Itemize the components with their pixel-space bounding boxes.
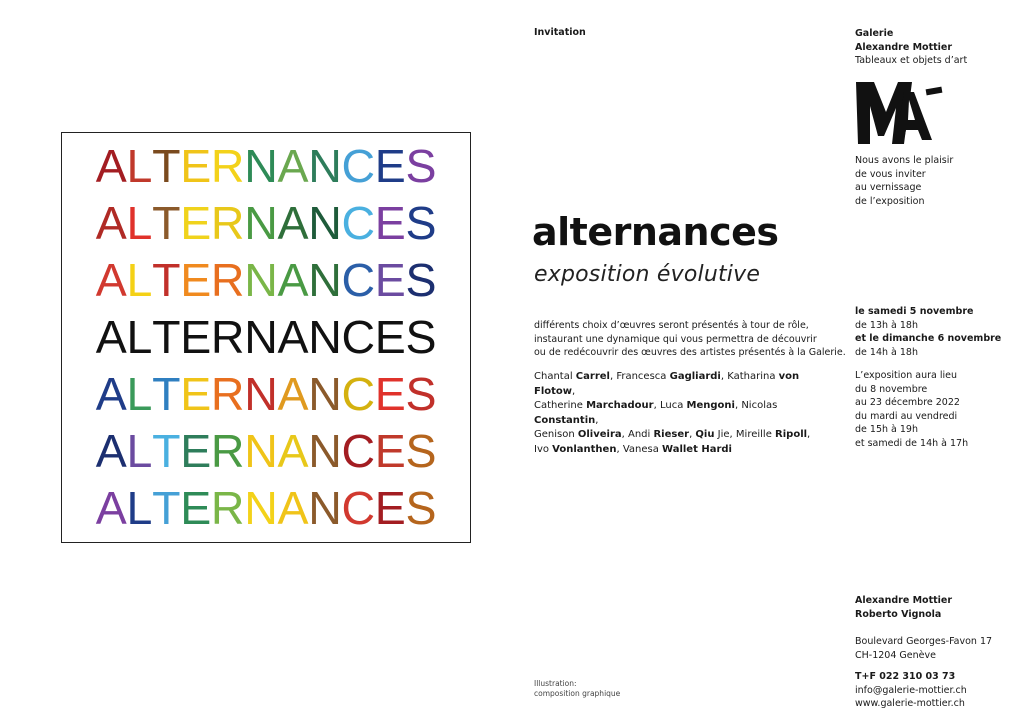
artwork-letter: E [374,482,406,534]
artwork-letter: E [374,311,406,363]
artist-last-name: Qiu [695,429,715,440]
artwork-letter: N [244,311,278,363]
intro-line: différents choix d’œuvres seront présentés à tour de rôle, [534,320,809,331]
artwork-letter: C [341,140,375,192]
artwork-letter: S [405,368,437,420]
artist-list [534,370,834,457]
artwork-letter: L [126,482,153,534]
artwork-word-row [62,426,470,476]
artist-first-name: Genison [534,429,578,440]
invite-line: Nous avons le plaisir [855,155,954,166]
artwork-letter: R [210,482,245,534]
artwork-letter: A [95,311,127,363]
separator: , [621,429,628,440]
artwork-letter: T [152,425,181,477]
artwork-letter: A [95,482,127,534]
separator: , [720,371,728,382]
artwork-letter: T [152,140,181,192]
artist-last-name: Rieser [653,429,690,440]
artwork-letter: S [405,254,437,306]
exhibition-subtitle: exposition évolutive [534,262,761,287]
artwork-letter: C [341,197,375,249]
address-line-1: Boulevard Georges-Favon 17 [855,636,993,647]
artwork-letter: S [405,311,437,363]
separator: , [616,443,623,455]
artwork-letter: A [277,197,309,249]
artwork-letter: E [374,140,406,192]
invitation-label: Invitation [534,27,586,38]
artist-last-name: Marchadour [586,400,654,411]
artwork-letter: R [210,254,245,306]
artwork-letter: R [210,140,245,192]
gallery-logo-icon [852,78,946,148]
gallery-line-1: Galerie [855,28,894,39]
artwork-letter: N [244,368,278,420]
artwork-letter: L [126,197,153,249]
artwork-letter: C [341,254,375,306]
artwork-letter: T [152,368,181,420]
contact-block [855,594,992,711]
artist-last-name: Constantin [534,414,596,426]
artwork-letter: A [277,368,309,420]
artwork-letter: N [244,140,278,192]
artwork-letter: A [277,311,309,363]
artwork-letter: N [308,254,342,306]
invite-line: de l’exposition [855,195,925,207]
artwork-letter: C [341,311,375,363]
artwork-letter: S [405,482,437,534]
artwork-letter: N [308,425,342,477]
artwork-letter: C [341,482,375,534]
artwork-letter: A [277,425,309,477]
gallery-line-2: Alexandre Mottier [855,41,953,53]
artwork-letter: A [95,197,127,249]
artwork-frame [61,132,471,543]
artist-line: Chantal Carrel, Francesca Gagliardi, Katharina von Flotow, [534,371,800,397]
email-link[interactable]: info@galerie-mottier.ch [855,684,967,696]
artwork-letter: N [308,482,342,534]
invite-text [855,154,953,208]
address-line-2: CH-1204 Genève [855,649,936,661]
vernissage-hours-2: de 14h à 18h [855,346,918,358]
artist-last-name: Mengoni [686,400,735,411]
artwork-letter: S [405,140,437,192]
artwork-letter: E [180,311,211,363]
artwork-letter: A [95,425,127,477]
separator: , [734,400,742,411]
artist-last-name: Ripoll [775,429,808,440]
exposition-line: de 15h à 19h [855,424,918,435]
artwork-word-row [62,255,470,305]
artwork-word-row [62,198,470,248]
contact-name-2: Roberto Vignola [855,608,942,620]
artist-line [534,443,834,458]
exposition-line: L’exposition aura lieu [855,370,957,381]
artwork-word-row [62,483,470,533]
artwork-letter: L [126,368,153,420]
exposition-line: du 8 novembre [855,383,928,395]
artwork-letter: E [180,254,211,306]
gallery-name [855,27,967,68]
artist-last-name: Vonlanthen [552,443,617,455]
artist-first-name: Chantal [534,371,576,382]
contact-name-1: Alexandre Mottier [855,595,953,606]
artist-last-name: Oliveira [577,429,622,440]
artwork-letter: S [405,425,437,477]
artist-line: Genison Oliveira, Andi Rieser, Qiu Jie, Mireille Ripoll, [534,429,811,440]
artwork-letter: T [152,254,181,306]
invite-line: de vous inviter [855,168,926,180]
gallery-tagline: Tableaux et objets d’art [855,55,968,66]
artist-first-name: Francesca [616,371,670,382]
artwork-letter: N [308,368,342,420]
artwork-letter: R [210,425,245,477]
artwork-letter: C [341,368,375,420]
intro-line: instaurant une dynamique qui vous permettra de découvrir [534,333,817,345]
artwork-letter: L [126,254,153,306]
artwork-letter: E [374,368,406,420]
intro-line: ou de redécouvrir des œuvres des artistes présentés à la Galerie. [534,347,846,358]
artwork-letter: N [244,425,278,477]
exposition-line: du mardi au vendredi [855,410,958,422]
artist-first-name: Nicolas [741,400,778,411]
artwork-letter: L [126,140,153,192]
artwork-word-row [62,312,470,362]
separator: , [653,400,660,411]
artwork-letter: N [244,254,278,306]
artwork-letter: E [180,425,211,477]
artist-first-name: Catherine [534,400,587,411]
vernissage-hours-1: de 13h à 18h [855,319,918,331]
separator: , [729,429,736,440]
exposition-line: et samedi de 14h à 17h [855,437,969,449]
artist-last-name: Gagliardi [669,371,721,382]
artwork-letter: A [277,254,309,306]
artwork-letter: E [180,368,211,420]
exposition-line: au 23 décembre 2022 [855,397,960,408]
artwork-letter: N [244,197,278,249]
exposition-dates [855,369,968,450]
illustration-caption [534,679,620,699]
artwork-letter: E [180,140,211,192]
artist-first-name: Andi [628,429,654,440]
artist-first-name: Vanesa [622,443,663,455]
vernissage-day-1: le samedi 5 novembre [855,306,974,317]
intro-text [534,319,846,360]
separator: , [609,371,617,382]
caption-line-1: Illustration: [534,679,577,688]
artwork-letter: N [308,140,342,192]
artist-last-name: Carrel [575,371,610,382]
artwork-letter: C [341,425,375,477]
artwork-letter: E [374,254,406,306]
vernissage-dates [855,305,1001,359]
invite-line: au vernissage [855,182,922,193]
artist-last-name: von Flotow [534,371,800,397]
artwork-letter: L [126,311,153,363]
artist-line: Catherine Marchadour, Luca Mengoni, Nicolas Constantin, [534,400,778,426]
artwork-letter: R [210,368,245,420]
exhibition-title: alternances [532,210,779,254]
artist-first-name: Mireille [735,429,776,440]
artwork-letter: E [180,197,211,249]
artwork-word-row [62,369,470,419]
artist-first-name: Luca [659,400,687,411]
artwork-letter: T [152,311,181,363]
artwork-letter: R [210,311,245,363]
artwork-letter: T [152,482,181,534]
artist-last-name: Wallet Hardi [662,443,732,455]
artwork-letter: A [95,254,127,306]
artwork-letter: L [126,425,153,477]
artwork-word-row [62,141,470,191]
artist-first-name: Katharina [727,371,779,382]
caption-line-2: composition graphique [534,689,621,698]
artwork-letter: A [277,482,309,534]
artwork-letter: E [180,482,211,534]
artwork-letter: A [95,368,127,420]
artwork-letter: T [152,197,181,249]
artwork-letter: N [308,311,342,363]
phone-number: T+F 022 310 03 73 [855,671,956,682]
artwork-letter: A [95,140,127,192]
vernissage-day-2: et le dimanche 6 novembre [855,333,1002,344]
artwork-letter: N [308,197,342,249]
website-link[interactable]: www.galerie-mottier.ch [855,698,965,709]
artist-first-name: Jie [714,429,730,440]
artwork-letter: A [277,140,309,192]
artwork-letter: E [374,197,406,249]
artist-first-name: Ivo [534,443,553,455]
artwork-letter: R [210,197,245,249]
separator: , [689,429,696,440]
artwork-letter: N [244,482,278,534]
artwork-letter: S [405,197,437,249]
artwork-letter: E [374,425,406,477]
